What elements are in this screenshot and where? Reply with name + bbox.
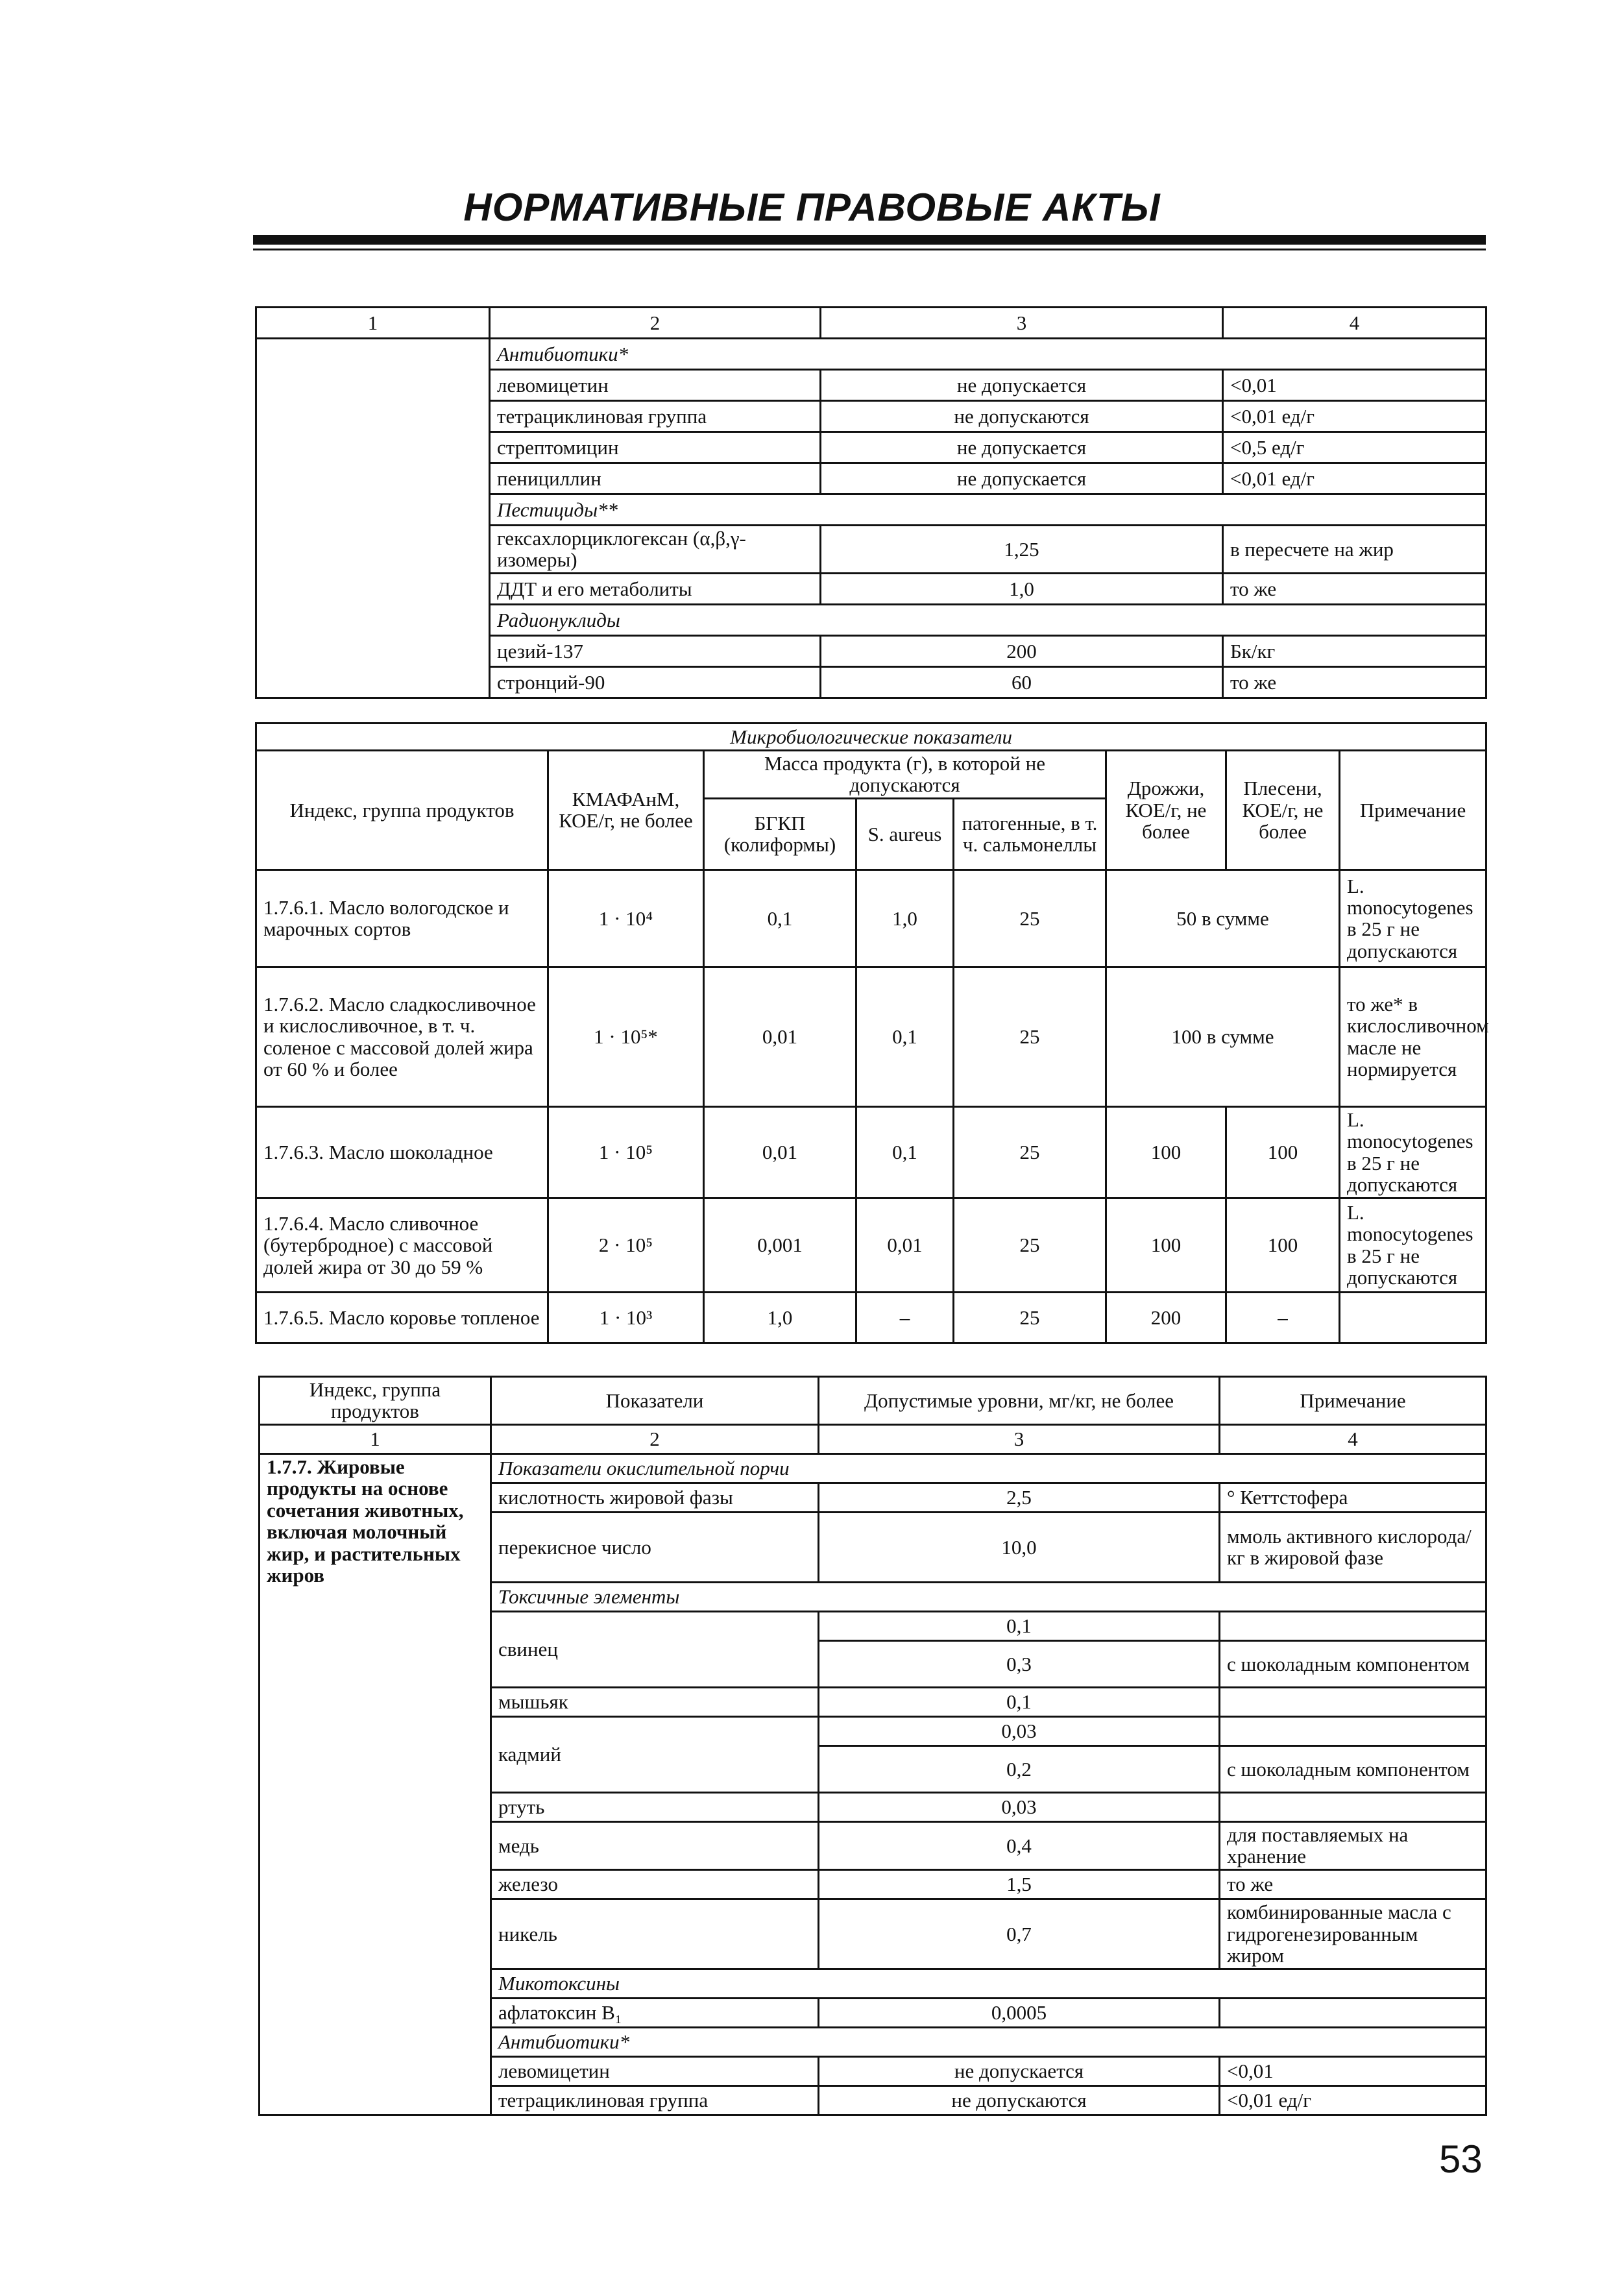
saureus-value: 0,01 [856,1198,954,1292]
indicator-name: тетрациклиновая группа [491,2085,819,2115]
index-cell-empty [256,339,490,698]
note: с шоколадным компонентом [1220,1640,1486,1687]
indicator-name: кадмий [491,1716,819,1792]
allowed-level: 2,5 [819,1483,1220,1512]
table-row [256,1106,1486,1198]
col-number: 1 [260,1424,491,1453]
note [1220,1792,1486,1821]
section-title: Токсичные элементы [491,1582,1486,1611]
section-title: Пестициды** [490,494,1486,526]
indicator-name: афлатоксин B₁ [491,1998,819,2027]
indicator-name: цезий-137 [490,635,821,666]
allowed-level: не допускается [821,432,1223,463]
saureus-value: 0,1 [856,1106,954,1198]
note: <0,01 [1220,2056,1486,2085]
mold-value: – [1226,1292,1340,1343]
col-number: 4 [1223,308,1486,339]
product-name: 1.7.6.2. Масло сладкосливочное и кислосливочное, в т. ч. соленое с массовой долей жира от 60 % и более [256,967,548,1106]
indicator-name: медь [491,1821,819,1869]
indicator-name: пенициллин [490,463,821,494]
indicator-name: ртуть [491,1792,819,1821]
section-title: Антибиотики* [491,2027,1486,2056]
kmafanm-value: 1 · 10⁴ [548,869,704,967]
page-number: 53 [1439,2137,1483,2181]
table-row [256,869,1486,967]
table-title-row [256,723,1486,751]
table-row [256,1198,1486,1292]
allowed-level: 0,4 [819,1821,1220,1869]
pathogenic-value: 25 [954,967,1106,1106]
yeast-mold-value: 100 в сумме [1106,967,1340,1106]
header-kmafanm: КМАФАнМ, КОЕ/г, не более [548,751,704,870]
indicator-name: левомицетин [490,370,821,401]
note: L. monocytogenes в 25 г не допускаются [1340,869,1486,967]
kmafanm-value: 1 · 10³ [548,1292,704,1343]
allowed-level: не допускается [819,2056,1220,2085]
table-row [256,967,1486,1106]
indicator-name: свинец [491,1611,819,1687]
section-title: Микотоксины [491,1969,1486,1998]
saureus-value: 0,1 [856,967,954,1106]
bgkp-value: 1,0 [704,1292,856,1343]
note: L. monocytogenes в 25 г не допускаются [1340,1106,1486,1198]
saureus-value: – [856,1292,954,1343]
product-name: 1.7.6.4. Масло сливочное (бутербродное) с массовой долей жира от 30 до 59 % [256,1198,548,1292]
allowed-level: 0,2 [819,1745,1220,1792]
product-name: 1.7.6.5. Масло коровье топленое [256,1292,548,1343]
allowed-level: 0,03 [819,1792,1220,1821]
indicator-name: кислотность жировой фазы [491,1483,819,1512]
allowed-level: 0,0005 [819,1998,1220,2027]
note: <0,01 [1223,370,1486,401]
col-number: 3 [819,1424,1220,1453]
allowed-level: 0,1 [819,1611,1220,1640]
column-number-row [260,1424,1486,1453]
indicator-name: мышьяк [491,1687,819,1716]
col-number: 3 [821,308,1223,339]
bgkp-value: 0,01 [704,1106,856,1198]
indicator-name: гексахлорциклогексан (α,β,γ-изомеры) [490,526,821,574]
indicator-name: железо [491,1869,819,1899]
product-name: 1.7.6.1. Масло вологодское и марочных сортов [256,869,548,967]
header-bgkp: БГКП (колиформы) [704,798,856,869]
mold-value: 100 [1226,1106,1340,1198]
bgkp-value: 0,01 [704,967,856,1106]
allowed-level: не допускаются [821,401,1223,432]
header-yeast: Дрожжи, КОЕ/г, не более [1106,751,1226,870]
yeast-value: 100 [1106,1198,1226,1292]
col-number: 2 [490,308,821,339]
allowed-level: 0,7 [819,1899,1220,1969]
kmafanm-value: 1 · 10⁵ [548,1106,704,1198]
note [1220,1716,1486,1745]
note: ммоль активного кислорода/кг в жировой фазе [1220,1512,1486,1582]
note: <0,01 ед/г [1223,463,1486,494]
allowed-level: 0,3 [819,1640,1220,1687]
note: <0,01 ед/г [1223,401,1486,432]
note: <0,5 ед/г [1223,432,1486,463]
note: в пересчете на жир [1223,526,1486,574]
allowed-level: 1,5 [819,1869,1220,1899]
allowed-level: не допускается [821,370,1223,401]
header-mass: Масса продукта (г), в которой не допускаются [704,751,1106,799]
note [1220,1687,1486,1716]
indicator-name: стрептомицин [490,432,821,463]
note [1220,1998,1486,2027]
section-title: Антибиотики* [490,339,1486,370]
indicator-name: никель [491,1899,819,1969]
allowed-level: не допускаются [819,2085,1220,2115]
pathogenic-value: 25 [954,1198,1106,1292]
table-fat-products [258,1376,1487,2116]
bgkp-value: 0,1 [704,869,856,967]
table-header-row [256,751,1486,799]
allowed-level: 10,0 [819,1512,1220,1582]
header-allowed-level: Допустимые уровни, мг/кг, не более [819,1377,1220,1425]
note: то же [1220,1869,1486,1899]
indicator-name: стронций-90 [490,666,821,698]
note [1340,1292,1486,1343]
header-indicator: Показатели [491,1377,819,1425]
header-note: Примечание [1340,751,1486,870]
allowed-level: 1,25 [821,526,1223,574]
allowed-level: 60 [821,666,1223,698]
bgkp-value: 0,001 [704,1198,856,1292]
table-row [256,1292,1486,1343]
allowed-level: 200 [821,635,1223,666]
note: то же [1223,666,1486,698]
note [1220,1611,1486,1640]
col-number: 4 [1220,1424,1486,1453]
yeast-value: 100 [1106,1106,1226,1198]
note: <0,01 ед/г [1220,2085,1486,2115]
section-row [260,1453,1486,1483]
note: то же [1223,573,1486,604]
page-header-title: НОРМАТИВНЫЕ ПРАВОВЫЕ АКТЫ [463,186,1161,229]
note: для поставляемых на хранение [1220,1821,1486,1869]
allowed-level: 1,0 [821,573,1223,604]
section-title: Радионуклиды [490,604,1486,635]
kmafanm-value: 2 · 10⁵ [548,1198,704,1292]
yeast-mold-value: 50 в сумме [1106,869,1340,967]
allowed-level: не допускается [821,463,1223,494]
indicator-name: перекисное число [491,1512,819,1582]
table-title: Микробиологические показатели [256,723,1486,751]
col-number: 2 [491,1424,819,1453]
note: L. monocytogenes в 25 г не допускаются [1340,1198,1486,1292]
yeast-value: 200 [1106,1292,1226,1343]
note: то же* в кислосливочном масле не нормируется [1340,967,1486,1106]
note: ° Кеттстофера [1220,1483,1486,1512]
header-mold: Плесени, КОЕ/г, не более [1226,751,1340,870]
table-microbiological [255,722,1487,1344]
kmafanm-value: 1 · 10⁵* [548,967,704,1106]
header-index: Индекс, группа продуктов [260,1377,491,1425]
section-title: Показатели окислительной порчи [491,1453,1486,1483]
section-row [256,339,1486,370]
pathogenic-value: 25 [954,869,1106,967]
header-index: Индекс, группа продуктов [256,751,548,870]
header-saureus: S. aureus [856,798,954,869]
allowed-level: 0,1 [819,1687,1220,1716]
table-header-row [256,308,1486,339]
saureus-value: 1,0 [856,869,954,967]
indicator-name: левомицетин [491,2056,819,2085]
indicator-name: ДДТ и его метаболиты [490,573,821,604]
header-pathogenic: патогенные, в т. ч. сальмонеллы [954,798,1106,869]
note: комбинированные масла с гидрогенезированным жиром [1220,1899,1486,1969]
allowed-level: 0,03 [819,1716,1220,1745]
indicator-name: тетрациклиновая группа [490,401,821,432]
header-note: Примечание [1220,1377,1486,1425]
product-group-index: 1.7.7. Жировые продукты на основе сочетания животных, включая молочный жир, и растительных жиров [260,1453,491,2115]
mold-value: 100 [1226,1198,1340,1292]
table-contaminants-continued [255,306,1487,699]
note: с шоколадным компонентом [1220,1745,1486,1792]
table-header-row [260,1377,1486,1425]
pathogenic-value: 25 [954,1106,1106,1198]
header-rule-thick [253,235,1486,245]
col-number: 1 [256,308,490,339]
note: Бк/кг [1223,635,1486,666]
product-name: 1.7.6.3. Масло шоколадное [256,1106,548,1198]
header-rule-thin [253,249,1486,250]
pathogenic-value: 25 [954,1292,1106,1343]
